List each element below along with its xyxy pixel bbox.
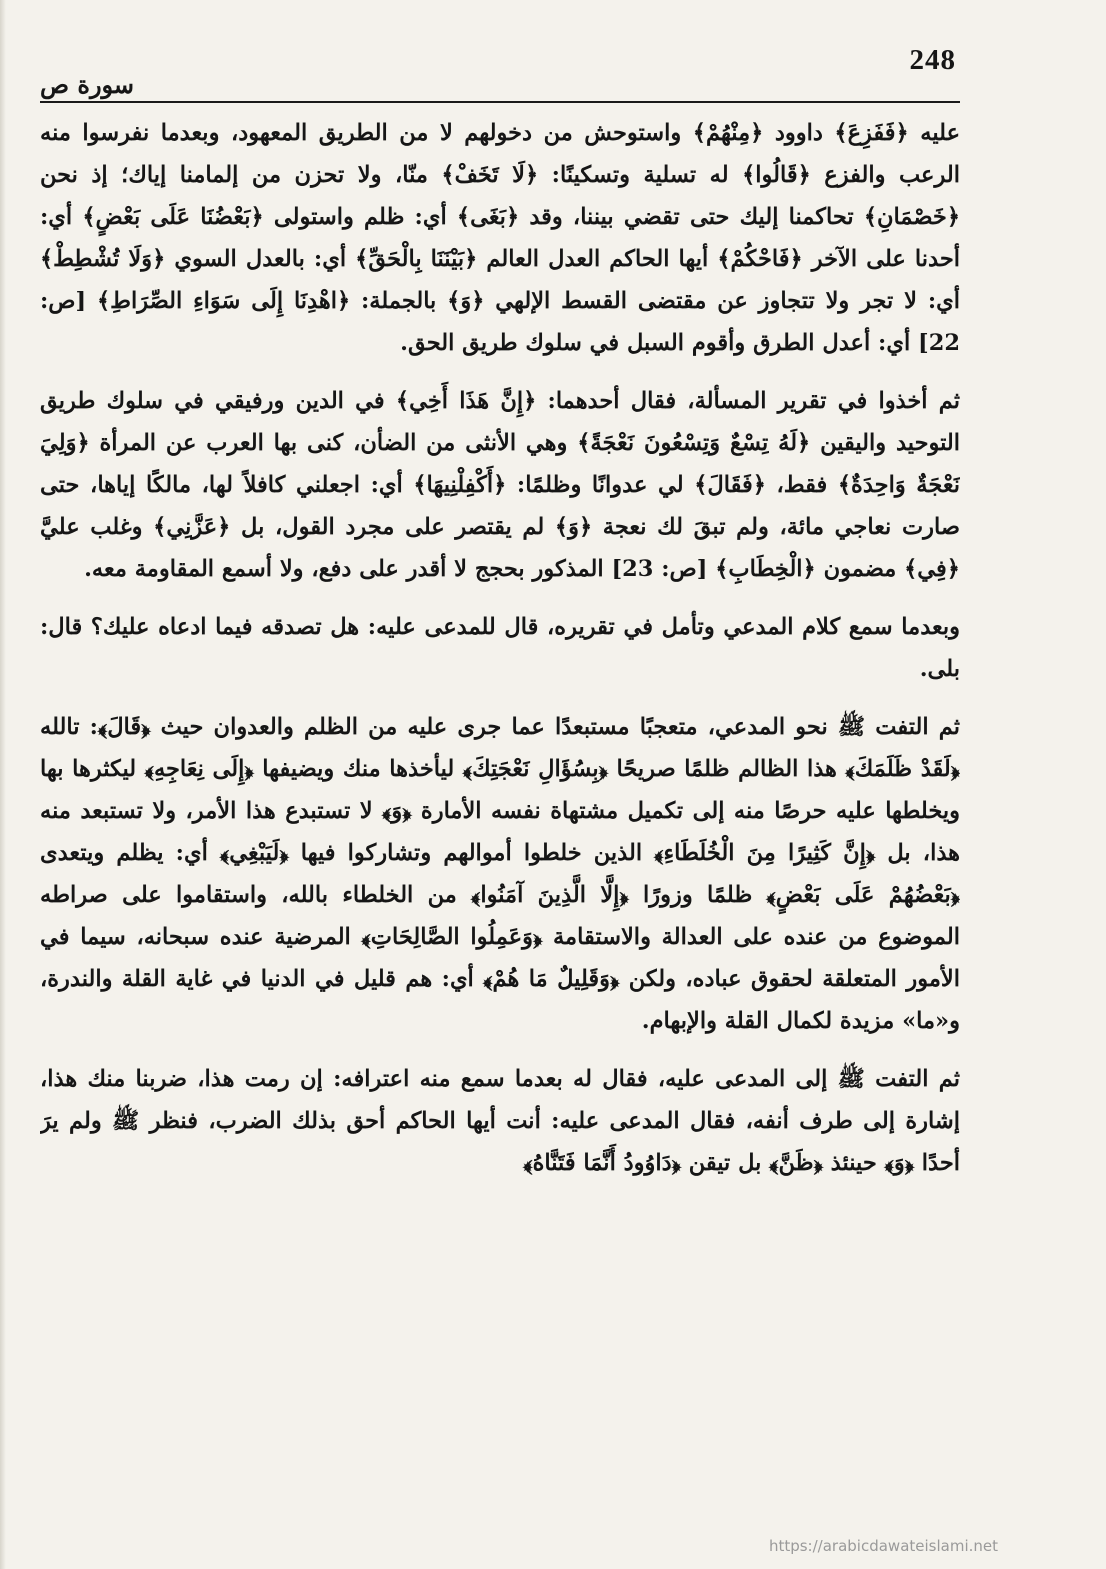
paragraph-1: عليه ﴿فَفَزِعَ﴾ داوود ﴿مِنْهُمْ﴾ واستوحش من دخولهم لا من الطريق المعهود، وبعدما نفرسوا منه الرعب والفزع ﴿قَالُوا﴾ له تسلية وتسكينًا: ﴿لَا تَخَفْ﴾ منّا، ولا تحزن من إلمامنا إياك؛ إذ نحن ﴿خَصْمَانِ﴾ تحاكمنا إليك حتى تقضي بيننا، وقد ﴿بَغَى﴾ أي: ظلم واستولى ﴿بَعْضُنَا عَلَى بَعْضٍ﴾ أي: أحدنا على الآخر ﴿فَاحْكُمْ﴾ أيها الحاكم العدل العالم ﴿بَيْنَنَا بِالْحَقِّ﴾ أي: بالعدل السوي ﴿وَلَا تُشْطِطْ﴾ أي: لا تجر ولا تتجاوز عن مقتضى القسط الإلهي ﴿وَ﴾ بالجملة: ﴿اهْدِنَا إِلَى سَوَاءِ الصِّرَاطِ﴾ [ص: 22] أي: أعدل الطرق وأقوم السبل في سلوك طريق الحق. (40, 120, 960, 356)
header-rule (40, 101, 960, 103)
paragraph-3: وبعدما سمع كلام المدعي وتأمل في تقريره، قال للمدعى عليه: هل تصدقه فيما ادعاه عليك؟ قال: بلى. (40, 614, 960, 682)
paragraph-5: ثم التفت ﷺ إلى المدعى عليه، فقال له بعدما سمع منه اعترافه: إن رمت هذا، ضربنا منك هذا، إشارة إلى طرف أنفه، فقال المدعى عليه: أنت أيها الحاكم أحق بذلك الضرب، فنظر ﷺ ولم يرَ أحدًا ﴿وَ﴾ حينئذ ﴿ظَنَّ﴾ بل تيقن ﴿دَاوُودُ أَنَّمَا فَتَنَّاهُ﴾ (40, 1066, 960, 1176)
page-header (40, 40, 960, 102)
surah-title: سورة ص (40, 70, 135, 99)
scan-shadow (0, 0, 6, 1569)
page-body (40, 112, 960, 1522)
page-number: 248 (909, 44, 956, 76)
paragraph-2: ثم أخذوا في تقرير المسألة، فقال أحدهما: ﴿إِنَّ هَذَا أَخِي﴾ في الدين ورفيقي في سلوك طريق التوحيد واليقين ﴿لَهُ تِسْعٌ وَتِسْعُونَ نَعْجَةً﴾ وهي الأنثى من الضأن، كنى بها العرب عن المرأة ﴿وَلِيَ نَعْجَةٌ وَاحِدَةٌ﴾ فقط، ﴿فَقَالَ﴾ لي عدوانًا وظلمًا: ﴿أَكْفِلْنِيهَا﴾ أي: اجعلني كافلاً لها، مالكًا إياها، حتى صارت نعاجي مائة، ولم تبقَ لك نعجة ﴿وَ﴾ لم يقتصر على مجرد القول، بل ﴿عَزَّنِي﴾ وغلب عليَّ ﴿فِي﴾ مضمون ﴿الْخِطَابِ﴾ [ص: 23] المذكور بحجج لا أقدر على دفع، ولا أسمع المقاومة معه. (40, 388, 960, 582)
source-watermark: https://arabicdawateislami.net (768, 1537, 998, 1555)
paragraph-4: ثم التفت ﷺ نحو المدعي، متعجبًا مستبعدًا عما جرى عليه من الظلم والعدوان حيث ﴿قَالَ﴾: تالله ﴿لَقَدْ ظَلَمَكَ﴾ هذا الظالم ظلمًا صريحًا ﴿بِسُؤَالِ نَعْجَتِكَ﴾ ليأخذها منك ويضيفها ﴿إِلَى نِعَاجِهِ﴾ ليكثرها بها ويخلطها عليه حرصًا منه إلى تكميل مشتهاة نفسه الأمارة ﴿وَ﴾ لا تستبدع هذا الأمر، ولا تستبعد منه هذا، بل ﴿إِنَّ كَثِيرًا مِنَ الْخُلَطَاءِ﴾ الذين خلطوا أموالهم وتشاركوا فيها ﴿لَيَبْغِي﴾ أي: يظلم ويتعدى ﴿بَعْضُهُمْ عَلَى بَعْضٍ﴾ ظلمًا وزورًا ﴿إِلَّا الَّذِينَ آمَنُوا﴾ من الخلطاء بالله، واستقاموا على صراطه الموضوع من عنده على العدالة والاستقامة ﴿وَعَمِلُوا الصَّالِحَاتِ﴾ المرضية عنده سبحانه، سيما في الأمور المتعلقة لحقوق عباده، ولكن ﴿وَقَلِيلٌ مَا هُمْ﴾ أي: هم قليل في الدنيا في غاية القلة والندرة، و«ما» مزيدة لكمال القلة والإبهام. (40, 714, 960, 1034)
